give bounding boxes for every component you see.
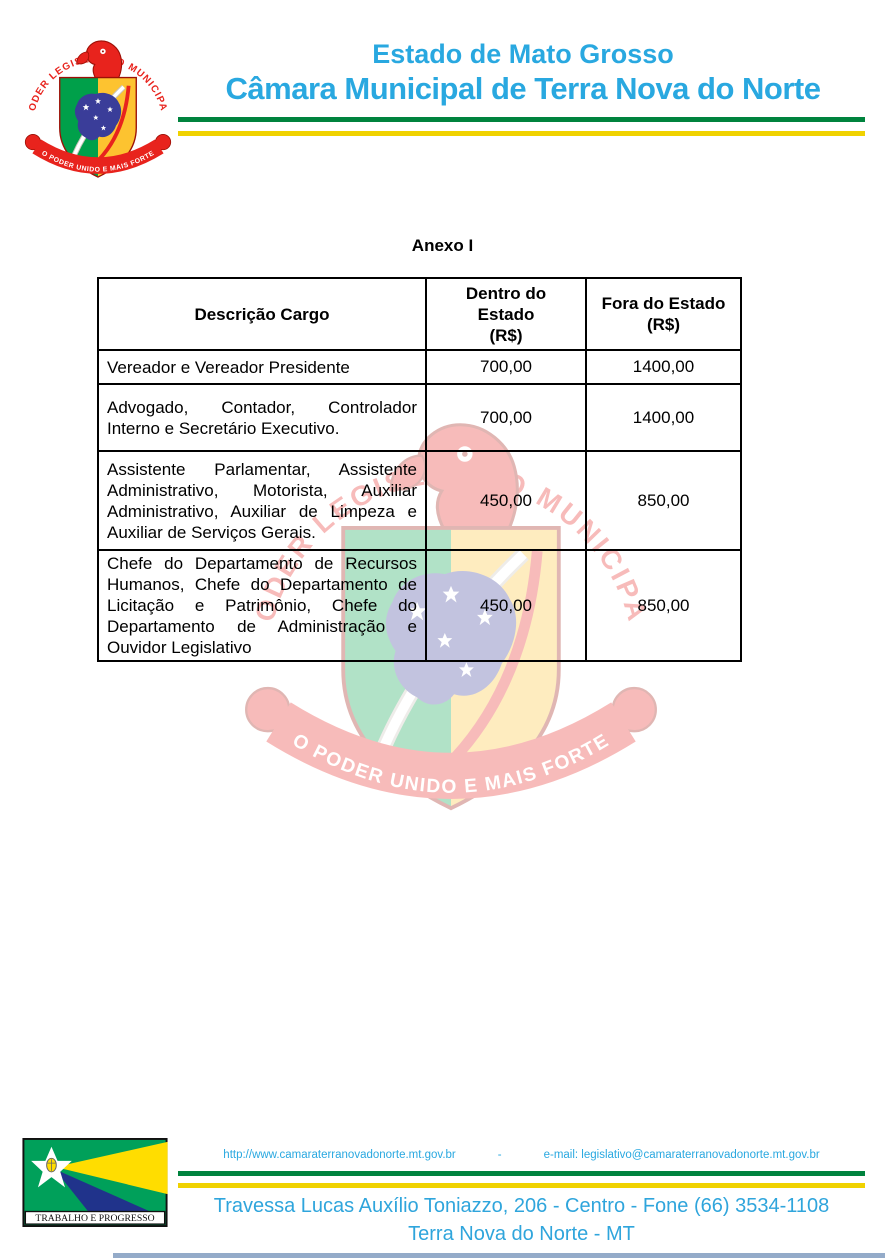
address-line2: Terra Nova do Norte - MT bbox=[408, 1223, 635, 1245]
dentro-cell: 700,00 bbox=[426, 350, 586, 384]
table-row bbox=[98, 550, 741, 661]
footer-address bbox=[178, 1192, 865, 1248]
per-diem-table bbox=[97, 277, 742, 662]
state-name: Estado de Mato Grosso bbox=[372, 39, 674, 69]
cargo-cell: Vereador e Vereador Presidente bbox=[98, 350, 426, 384]
separator-dash: - bbox=[497, 1149, 502, 1161]
email-address: e-mail: legislativo@camaraterranovadonorte.mt.gov.br bbox=[543, 1149, 820, 1161]
cargo-cell: Chefe do Departamento de Recursos Humanos, Chefe do Departamento de Licitação e Patrimônio, Chefe do Departamento de Administração e Ouvidor Legislativo bbox=[98, 550, 426, 661]
footer-rule-green bbox=[178, 1171, 865, 1176]
chamber-name: Câmara Municipal de Terra Nova do Norte bbox=[225, 71, 821, 106]
header-rule-green bbox=[178, 117, 865, 122]
fora-cell: 850,00 bbox=[586, 451, 741, 550]
address-line1: Travessa Lucas Auxílio Toniazzo, 206 - Centro - Fone (66) 3534-1108 bbox=[213, 1195, 830, 1217]
website-url: http://www.camaraterranovadonorte.mt.gov.br bbox=[223, 1149, 456, 1161]
municipal-crest-logo bbox=[16, 20, 180, 192]
footer-rule-yellow bbox=[178, 1183, 865, 1188]
letterhead bbox=[178, 38, 868, 108]
fora-cell: 1400,00 bbox=[586, 350, 741, 384]
col-header-descricao: Descrição Cargo bbox=[98, 278, 426, 350]
table-header-row bbox=[98, 278, 741, 350]
fora-cell: 1400,00 bbox=[586, 384, 741, 451]
col-header-dentro: Dentro do Estado (R$) bbox=[426, 278, 586, 350]
footer-contact-line bbox=[178, 1149, 865, 1161]
cargo-cell: Assistente Parlamentar, Assistente Administrativo, Motorista, Auxiliar Administrativo, Auxiliar de Limpeza e Auxiliar de Serviços Gerais. bbox=[98, 451, 426, 550]
page-bottom-edge bbox=[113, 1253, 885, 1258]
municipal-flag-logo bbox=[22, 1138, 168, 1227]
col-header-fora: Fora do Estado (R$) bbox=[586, 278, 741, 350]
flag-motto: TRABALHO E PROGRESSO bbox=[35, 1213, 155, 1225]
cargo-cell: Advogado, Contador, Controlador Interno e Secretário Executivo. bbox=[98, 384, 426, 451]
dentro-cell: 450,00 bbox=[426, 550, 586, 661]
annex-title: Anexo I bbox=[411, 236, 474, 255]
dentro-cell: 700,00 bbox=[426, 384, 586, 451]
table-row bbox=[98, 350, 741, 384]
table-row bbox=[98, 384, 741, 451]
fora-cell: 850,00 bbox=[586, 550, 741, 661]
table-row bbox=[98, 451, 741, 550]
header-rule-yellow bbox=[178, 131, 865, 136]
dentro-cell: 450,00 bbox=[426, 451, 586, 550]
